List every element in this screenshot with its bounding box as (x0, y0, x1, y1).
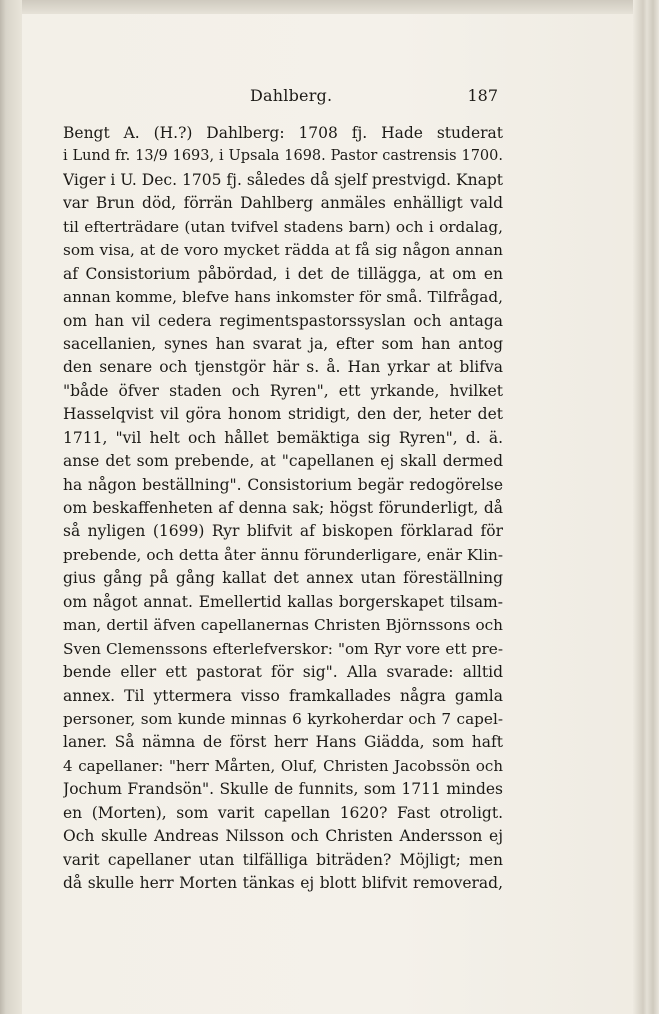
body-text (63, 122, 503, 895)
text-line: man, dertil äfven capellanernas Christen Björnssons och (63, 616, 503, 635)
page-top-edge (0, 0, 659, 14)
text-line: som visa, at de voro mycket rädda at få sig någon annan (63, 241, 503, 260)
text-line: då skulle herr Morten tänkas ej blott blifvit removerad, (63, 874, 503, 892)
text-line: Jochum Frandsön". Skulle de funnits, som 1711 mindes (63, 780, 503, 799)
text-line: Viger i U. Dec. 1705 fj. således då sjelf prestvigd. Knapt (63, 170, 503, 189)
running-title: Dahlberg. (250, 86, 333, 105)
text-line: sacellanien, synes han svarat ja, efter som han antog (63, 334, 503, 353)
page-fore-edge (633, 0, 659, 1014)
text-line: 1711, "vil helt och hållet bemäktiga sig Ryren", d. ä. (63, 428, 503, 447)
text-line: personer, som kunde minnas 6 kyrkoherdar och 7 capel- (63, 709, 503, 728)
text-line: til efterträdare (utan tvifvel stadens barn) och i ordalag, (63, 217, 503, 236)
text-line: den senare och tjenstgör här s. å. Han yrkar at blifva (63, 358, 503, 377)
text-line: om han vil cedera regimentspastorssyslan och antaga (63, 311, 503, 330)
page-number: 187 (467, 86, 498, 105)
text-line: "både öfver staden och Ryren", ett yrkande, hvilket (63, 381, 503, 400)
text-line: anse det som prebende, at "capellanen ej skall dermed (63, 452, 503, 471)
text-line: af Consistorium påbördad, i det de tillägga, at om en (63, 264, 503, 283)
text-line: gius gång på gång kallat det annex utan föreställning (63, 569, 503, 588)
page-header (60, 86, 510, 110)
text-line: varit capellaner utan tilfälliga biträden? Möjligt; men (63, 850, 503, 869)
text-line: 4 capellaner: "herr Mårten, Oluf, Christen Jacobssön och (63, 756, 503, 775)
text-line: bende eller ett pastorat för sig". Alla svarade: alltid (63, 663, 503, 682)
text-line: annan komme, blefve hans inkomster för små. Tilfrågad, (63, 288, 503, 307)
text-line: en (Morten), som varit capellan 1620? Fast otroligt. (63, 803, 503, 822)
text-line: ha någon beställning". Consistorium begär redogörelse (63, 475, 503, 494)
text-line: prebende, och detta åter ännu förunderligare, enär Klin- (63, 545, 503, 564)
text-line: Bengt A. (H.?) Dahlberg: 1708 fj. Hade studerat (63, 124, 503, 142)
text-line: om beskaffenheten af denna sak; högst förunderligt, då (63, 499, 503, 517)
binding-gutter (0, 0, 22, 1014)
text-line: var Brun död, förrän Dahlberg anmäles enhälligt vald (63, 194, 503, 213)
text-line: så nyligen (1699) Ryr blifvit af biskopen förklarad för (63, 522, 503, 541)
text-line: Hasselqvist vil göra honom stridigt, den der, heter det (63, 405, 503, 424)
text-line: laner. Så nämna de först herr Hans Giädda, som haft (63, 733, 503, 752)
text-line: om något annat. Emellertid kallas borgerskapet tilsam- (63, 592, 503, 611)
text-line: annex. Til yttermera visso framkallades några gamla (63, 686, 503, 705)
text-line: Och skulle Andreas Nilsson och Christen Andersson ej (63, 827, 503, 846)
text-line: Sven Clemenssons efterlefverskor: "om Ryr vore ett pre- (63, 639, 503, 658)
text-line: i Lund fr. 13/9 1693, i Upsala 1698. Pastor castrensis 1700. (63, 148, 503, 165)
